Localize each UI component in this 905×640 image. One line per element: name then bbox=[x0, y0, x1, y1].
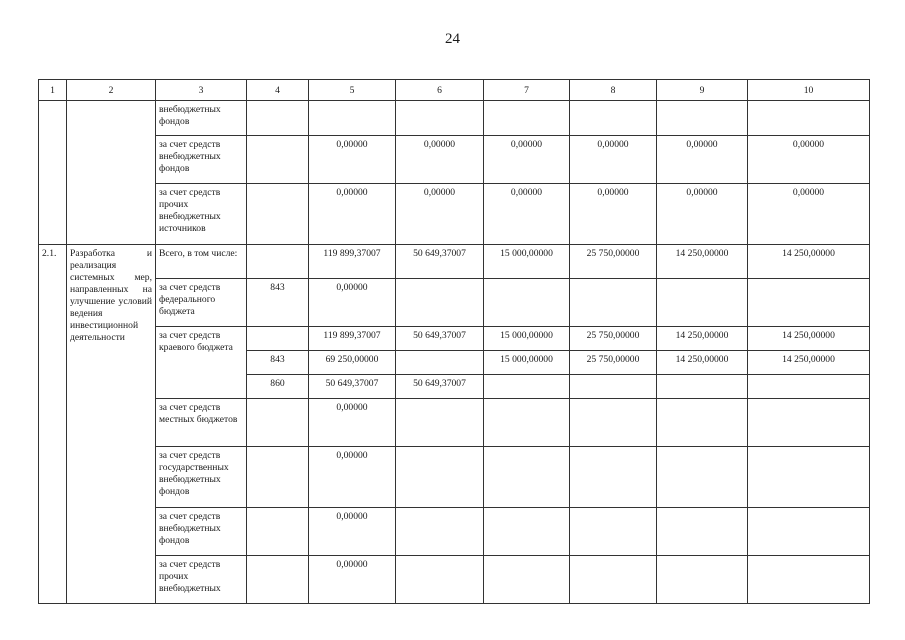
column-number: 10 bbox=[748, 80, 870, 101]
table-row bbox=[39, 447, 870, 508]
value-cell bbox=[484, 279, 570, 327]
table-row bbox=[39, 399, 870, 447]
page-number: 24 bbox=[445, 31, 460, 47]
value-cell: 0,00000 bbox=[309, 279, 396, 327]
budget-code bbox=[247, 245, 309, 279]
value-cell bbox=[484, 447, 570, 508]
value-cell: 15 000,00000 bbox=[484, 327, 570, 351]
value-cell: 0,00000 bbox=[309, 136, 396, 184]
value-cell bbox=[396, 508, 484, 556]
value-cell: 0,00000 bbox=[309, 447, 396, 508]
value-cell bbox=[570, 556, 657, 604]
table-row bbox=[39, 279, 870, 327]
table-row bbox=[39, 327, 870, 351]
value-cell: 0,00000 bbox=[748, 136, 870, 184]
value-cell: 0,00000 bbox=[309, 556, 396, 604]
value-cell bbox=[657, 279, 748, 327]
financing-table bbox=[38, 79, 870, 604]
value-cell bbox=[484, 556, 570, 604]
value-cell bbox=[309, 101, 396, 136]
value-cell: 0,00000 bbox=[309, 184, 396, 245]
funding-source: за счет средств внебюджетных фондов bbox=[156, 136, 247, 184]
value-cell bbox=[748, 279, 870, 327]
table-row bbox=[39, 136, 870, 184]
value-cell: 14 250,00000 bbox=[748, 245, 870, 279]
column-number: 1 bbox=[39, 80, 67, 101]
value-cell: 119 899,37007 bbox=[309, 245, 396, 279]
value-cell bbox=[484, 399, 570, 447]
value-cell bbox=[657, 399, 748, 447]
budget-code bbox=[247, 136, 309, 184]
funding-source: внебюджетных фондов bbox=[156, 101, 247, 136]
value-cell: 14 250,00000 bbox=[657, 245, 748, 279]
value-cell bbox=[396, 101, 484, 136]
column-number: 9 bbox=[657, 80, 748, 101]
budget-code bbox=[247, 447, 309, 508]
budget-code bbox=[247, 399, 309, 447]
value-cell: 15 000,00000 bbox=[484, 351, 570, 375]
table-row bbox=[39, 508, 870, 556]
value-cell: 0,00000 bbox=[657, 136, 748, 184]
budget-code: 843 bbox=[247, 279, 309, 327]
column-number-row bbox=[39, 80, 870, 101]
value-cell bbox=[484, 101, 570, 136]
value-cell bbox=[748, 375, 870, 399]
value-cell bbox=[748, 399, 870, 447]
funding-source: за счет средств внебюджетных фондов bbox=[156, 508, 247, 556]
value-cell bbox=[396, 447, 484, 508]
value-cell bbox=[570, 447, 657, 508]
budget-code bbox=[247, 556, 309, 604]
budget-code bbox=[247, 327, 309, 351]
value-cell: 119 899,37007 bbox=[309, 327, 396, 351]
value-cell bbox=[657, 101, 748, 136]
funding-source: за счет средств местных бюджетов bbox=[156, 399, 247, 447]
table-row bbox=[39, 184, 870, 245]
value-cell: 14 250,00000 bbox=[748, 327, 870, 351]
value-cell: 0,00000 bbox=[396, 184, 484, 245]
value-cell: 15 000,00000 bbox=[484, 245, 570, 279]
value-cell: 0,00000 bbox=[309, 508, 396, 556]
value-cell: 50 649,37007 bbox=[396, 375, 484, 399]
value-cell bbox=[570, 375, 657, 399]
budget-code bbox=[247, 184, 309, 245]
value-cell: 25 750,00000 bbox=[570, 245, 657, 279]
value-cell bbox=[657, 447, 748, 508]
column-number: 6 bbox=[396, 80, 484, 101]
value-cell bbox=[570, 508, 657, 556]
value-cell: 25 750,00000 bbox=[570, 351, 657, 375]
budget-code bbox=[247, 101, 309, 136]
index-cell-empty bbox=[39, 101, 67, 245]
value-cell: 50 649,37007 bbox=[396, 245, 484, 279]
value-cell bbox=[396, 279, 484, 327]
value-cell bbox=[484, 508, 570, 556]
value-cell: 69 250,00000 bbox=[309, 351, 396, 375]
budget-code bbox=[247, 508, 309, 556]
value-cell: 25 750,00000 bbox=[570, 327, 657, 351]
column-number: 7 bbox=[484, 80, 570, 101]
value-cell: 0,00000 bbox=[570, 136, 657, 184]
value-cell: 0,00000 bbox=[657, 184, 748, 245]
value-cell: 0,00000 bbox=[748, 184, 870, 245]
table-row bbox=[39, 556, 870, 604]
column-number: 8 bbox=[570, 80, 657, 101]
funding-source: за счет средств прочих внебюджетных источников bbox=[156, 184, 247, 245]
value-cell bbox=[484, 375, 570, 399]
value-cell: 14 250,00000 bbox=[748, 351, 870, 375]
value-cell bbox=[570, 399, 657, 447]
value-cell bbox=[657, 375, 748, 399]
value-cell bbox=[748, 101, 870, 136]
table-row bbox=[39, 245, 870, 279]
value-cell bbox=[396, 351, 484, 375]
value-cell: 0,00000 bbox=[484, 136, 570, 184]
funding-source: за счет средств государственных внебюджетных фондов bbox=[156, 447, 247, 508]
event-cell-empty bbox=[67, 101, 156, 245]
value-cell: 0,00000 bbox=[396, 136, 484, 184]
value-cell bbox=[748, 508, 870, 556]
value-cell: 50 649,37007 bbox=[309, 375, 396, 399]
column-number: 5 bbox=[309, 80, 396, 101]
funding-source: за счет средств краевого бюджета bbox=[156, 327, 247, 399]
value-cell bbox=[396, 399, 484, 447]
value-cell bbox=[657, 508, 748, 556]
item-title: Разработка и реализация системных мер, направленных на улучшение условий ведения инвестиционной деятельности bbox=[67, 245, 156, 604]
column-number: 4 bbox=[247, 80, 309, 101]
value-cell bbox=[748, 556, 870, 604]
budget-code: 860 bbox=[247, 375, 309, 399]
budget-code: 843 bbox=[247, 351, 309, 375]
value-cell bbox=[657, 556, 748, 604]
value-cell bbox=[396, 556, 484, 604]
value-cell: 14 250,00000 bbox=[657, 327, 748, 351]
funding-source: за счет средств федерального бюджета bbox=[156, 279, 247, 327]
column-number: 2 bbox=[67, 80, 156, 101]
item-index: 2.1. bbox=[39, 245, 67, 604]
table-row bbox=[39, 101, 870, 136]
value-cell: 14 250,00000 bbox=[657, 351, 748, 375]
value-cell bbox=[748, 447, 870, 508]
value-cell: 0,00000 bbox=[484, 184, 570, 245]
funding-source: Всего, в том числе: bbox=[156, 245, 247, 279]
column-number: 3 bbox=[156, 80, 247, 101]
value-cell: 50 649,37007 bbox=[396, 327, 484, 351]
value-cell: 0,00000 bbox=[570, 184, 657, 245]
funding-source: за счет средств прочих внебюджетных bbox=[156, 556, 247, 604]
value-cell: 0,00000 bbox=[309, 399, 396, 447]
value-cell bbox=[570, 279, 657, 327]
value-cell bbox=[570, 101, 657, 136]
